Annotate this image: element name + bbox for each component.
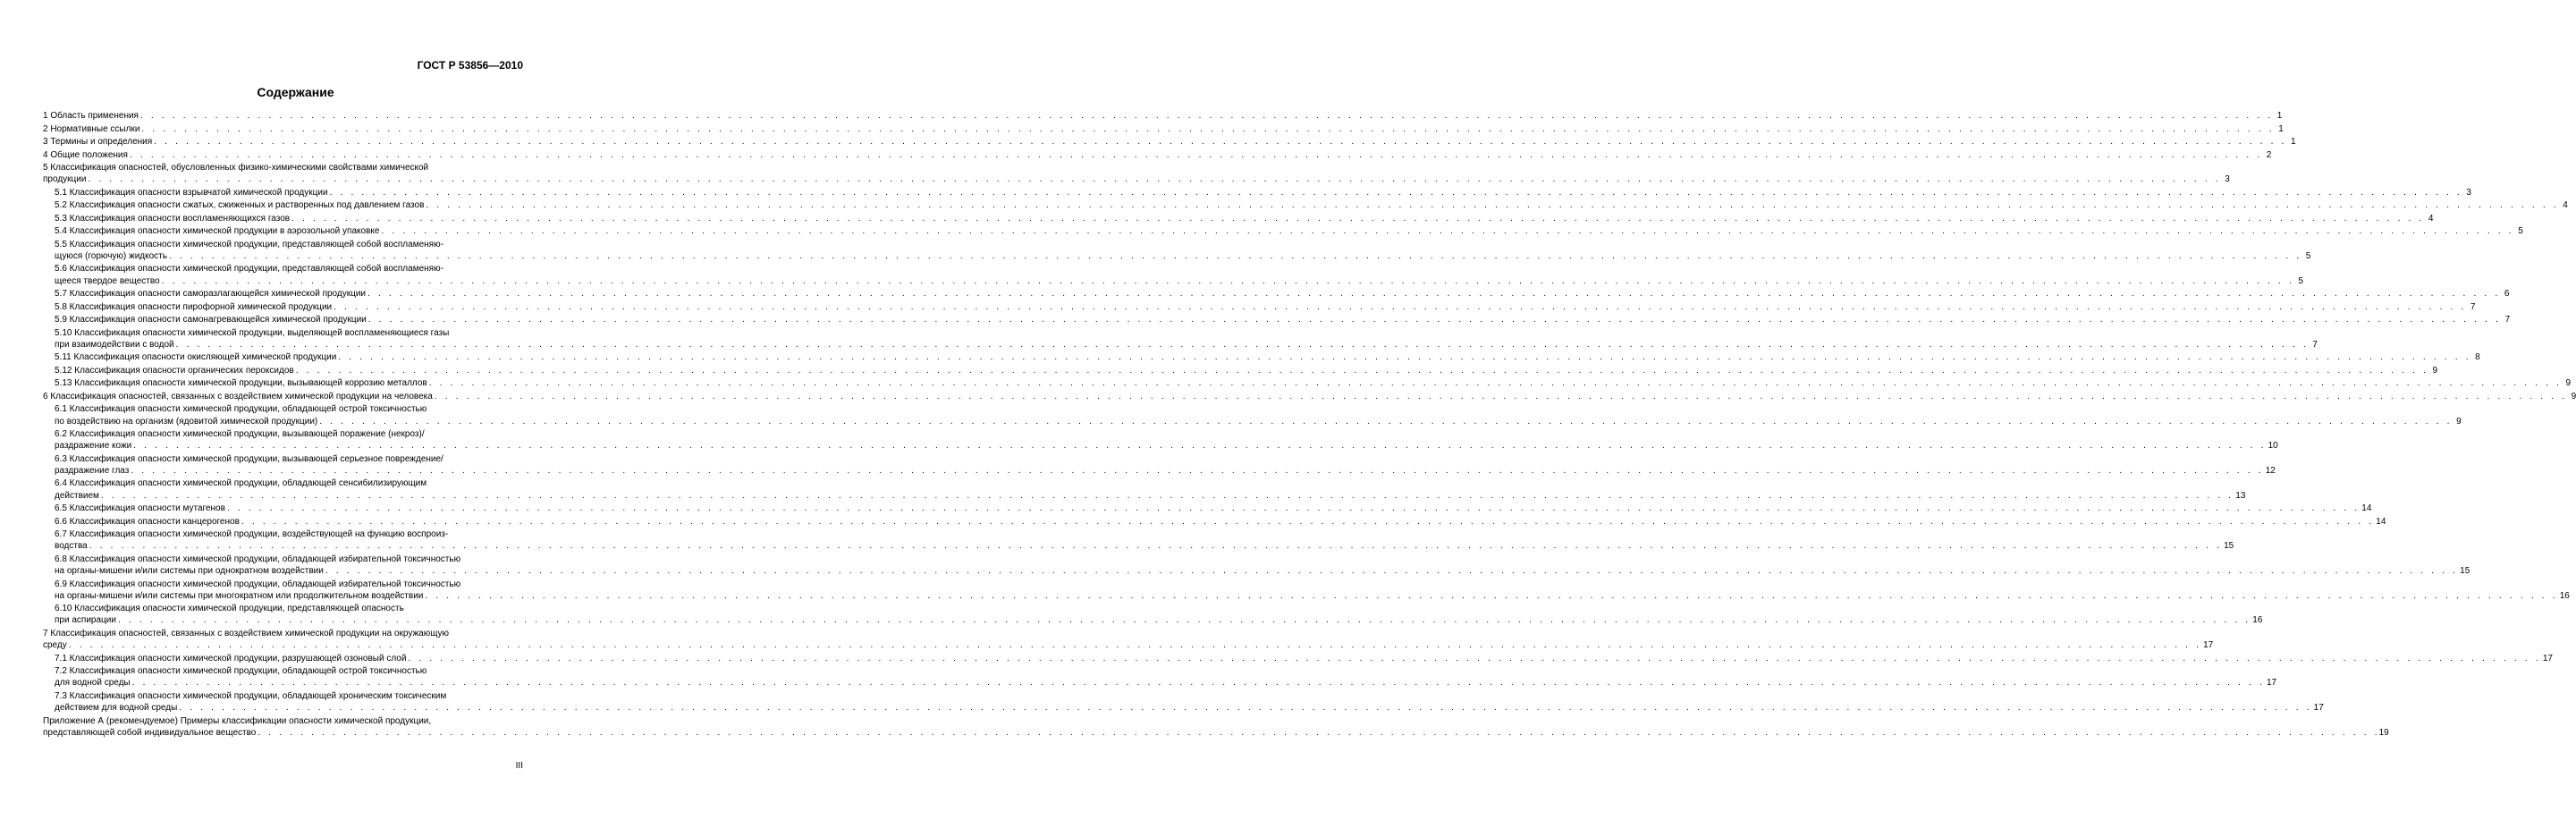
- document-header-code: ГОСТ Р 53856—2010: [417, 59, 523, 72]
- dot-leader: . . . . . . . . . . . . . . . . . . . . . . . . . . . . . . . . . . . . . . . . . . . . . . . . . . . . . . . . . . . . . . . . . . . . . . . . . . . . . . . . . . . . . . . . . . . . . . . . . . . . . . . . . . . . . . . . . . . . . . . . . . . . . . . . . . . . . . . . . . . . . . . . . . . . . . . . . . . . . . . . . . . . . . . . . . . . . . . . . . . . . . . . . . . . . . . . . . . . . . . .: [381, 226, 2514, 237]
- toc-page-number: 10: [2268, 441, 2278, 452]
- toc-page-number: 7: [2312, 339, 2318, 350]
- toc-entry-text: 4 Общие положения: [43, 149, 128, 160]
- dot-leader: . . . . . . . . . . . . . . . . . . . . . . . . . . . . . . . . . . . . . . . . . . . . . . . . . . . . . . . . . . . . . . . . . . . . . . . . . . . . . . . . . . . . . . . . . . . . . . . . . . . . . . . . . . . . . . . . . . . . . . . . . . . . . . . . . . . . . . . . . . . . . . . . . . . . . . . . . . . . . . . . . . . . . . . . . . . . . . . . . . . . . . . . . . . . . . . . . . . . . . . .: [291, 213, 2425, 224]
- toc-entry-text: раздражение глаз: [55, 465, 130, 476]
- toc-page-number: 16: [2252, 615, 2263, 626]
- toc-entry: [43, 263, 2303, 286]
- toc-entry-text: 6.1 Классификация опасности химической продукции, обладающей острой токсичностью: [55, 404, 427, 415]
- dot-leader: . . . . . . . . . . . . . . . . . . . . . . . . . . . . . . . . . . . . . . . . . . . . . . . . . . . . . . . . . . . . . . . . . . . . . . . . . . . . . . . . . . . . . . . . . . . . . . . . . . . . . . . . . . . . . . . . . . . . . . . . . . . . . . . . . . . . . . . . . . . . . . . . . . . . . . . . . . . . . . . . . . . . . . . . . . . . . . . . . . . . . . . . . . . . . . . . . . . . . . . .: [226, 503, 2361, 514]
- toc-entry: [43, 478, 2246, 501]
- dot-leader: . . . . . . . . . . . . . . . . . . . . . . . . . . . . . . . . . . . . . . . . . . . . . . . . . . . . . . . . . . . . . . . . . . . . . . . . . . . . . . . . . . . . . . . . . . . . . . . . . . . . . . . . . . . . . . . . . . . . . . . . . . . . . . . . . . . . . . . . . . . . . . . . . . . . . . . . . . . . . . . . . . . . . . . . . . . . . . . . . . . . . . . . . . . . . . . . . . . . . . . .: [154, 137, 2287, 147]
- toc-entry: [43, 149, 2272, 161]
- toc-entry-text: 5 Классификация опасностей, обусловленных физико-химическими свойствами химической: [43, 163, 429, 173]
- toc-page-number: 3: [2466, 187, 2471, 198]
- dot-leader: . . . . . . . . . . . . . . . . . . . . . . . . . . . . . . . . . . . . . . . . . . . . . . . . . . . . . . . . . . . . . . . . . . . . . . . . . . . . . . . . . . . . . . . . . . . . . . . . . . . . . . . . . . . . . . . . . . . . . . . . . . . . . . . . . . . . . . . . . . . . . . . . . . . . . . . . . . . . . . . . . . . . . . . . . . . . . . . . . . . . . . . . . . . . . . . . . . . . . . . .: [367, 289, 2501, 300]
- dot-leader: . . . . . . . . . . . . . . . . . . . . . . . . . . . . . . . . . . . . . . . . . . . . . . . . . . . . . . . . . . . . . . . . . . . . . . . . . . . . . . . . . . . . . . . . . . . . . . . . . . . . . . . . . . . . . . . . . . . . . . . . . . . . . . . . . . . . . . . . . . . . . . . . . . . . . . . . . . . . . . . . . . . . . . . . . . . . . . . . . . . . . . . . . . . . . . . . . . . . . . . .: [426, 200, 2559, 211]
- toc-page-number: 17: [2203, 640, 2214, 651]
- toc-entry-text: 2 Нормативные ссылки: [43, 123, 140, 134]
- toc-page-number: 8: [2475, 352, 2480, 363]
- toc-entry-text: продукции: [43, 174, 87, 185]
- toc-entry-text: 5.2 Классификация опасности сжатых, сжиженных и растворенных под давлением газов: [55, 200, 425, 211]
- toc-entry-text: действием для водной среды: [55, 703, 178, 714]
- dot-leader: . . . . . . . . . . . . . . . . . . . . . . . . . . . . . . . . . . . . . . . . . . . . . . . . . . . . . . . . . . . . . . . . . . . . . . . . . . . . . . . . . . . . . . . . . . . . . . . . . . . . . . . . . . . . . . . . . . . . . . . . . . . . . . . . . . . . . . . . . . . . . . . . . . . . . . . . . . . . . . . . . . . . . . . . . . . . . . . . . . . . . . . . . . . . . . . . . . . . . . . .: [175, 339, 2309, 350]
- toc-page-number: 9: [2432, 365, 2438, 376]
- toc-entry: [43, 351, 2480, 363]
- toc-entry: [43, 453, 2276, 477]
- dot-leader: . . . . . . . . . . . . . . . . . . . . . . . . . . . . . . . . . . . . . . . . . . . . . . . . . . . . . . . . . . . . . . . . . . . . . . . . . . . . . . . . . . . . . . . . . . . . . . . . . . . . . . . . . . . . . . . . . . . . . . . . . . . . . . . . . . . . . . . . . . . . . . . . . . . . . . . . . . . . . . . . . . . . . . . . . . . . . . . . . . . . . . . . . . . . . . . . . . . . . . . .: [131, 465, 2264, 476]
- toc-entry-text: при аспирации: [55, 615, 116, 626]
- toc-entry-text: щуюся (горючую) жидкость: [55, 250, 167, 261]
- dot-leader: . . . . . . . . . . . . . . . . . . . . . . . . . . . . . . . . . . . . . . . . . . . . . . . . . . . . . . . . . . . . . . . . . . . . . . . . . . . . . . . . . . . . . . . . . . . . . . . . . . . . . . . . . . . . . . . . . . . . . . . . . . . . . . . . . . . . . . . . . . . . . . . . . . . . . . . . . . . . . . . . . . . . . . . . . . . . . . . . . . . . . . . . . . . . . . . . . . . . . . . .: [131, 678, 2265, 689]
- toc-entry: [43, 199, 2568, 211]
- dot-leader: . . . . . . . . . . . . . . . . . . . . . . . . . . . . . . . . . . . . . . . . . . . . . . . . . . . . . . . . . . . . . . . . . . . . . . . . . . . . . . . . . . . . . . . . . . . . . . . . . . . . . . . . . . . . . . . . . . . . . . . . . . . . . . . . . . . . . . . . . . . . . . . . . . . . . . . . . . . . . . . . . . . . . . . . . . . . . . . . . . . . . . . . . . . . . . . . . . . . . . . .: [168, 250, 2302, 261]
- dot-leader: . . . . . . . . . . . . . . . . . . . . . . . . . . . . . . . . . . . . . . . . . . . . . . . . . . . . . . . . . . . . . . . . . . . . . . . . . . . . . . . . . . . . . . . . . . . . . . . . . . . . . . . . . . . . . . . . . . . . . . . . . . . . . . . . . . . . . . . . . . . . . . . . . . . . . . . . . . . . . . . . . . . . . . . . . . . . . . . . . . . . . . . . . . . . . . . . . . . . . . . .: [425, 590, 2558, 601]
- toc-entry-text: щееся твердое вещество: [55, 275, 160, 286]
- toc-entry: [43, 403, 2462, 427]
- toc-entry: [43, 628, 2214, 651]
- toc-entry-text: при взаимодействии с водой: [55, 339, 174, 350]
- toc-page-number: 2: [2266, 149, 2272, 160]
- toc-page-number: 15: [2224, 541, 2234, 552]
- toc-entry-text: 5.4 Классификация опасности химической продукции в аэрозольной упаковке: [55, 226, 380, 237]
- toc-entry: [43, 213, 2434, 224]
- toc-entry: [43, 715, 2389, 739]
- toc-entry: [43, 162, 2230, 185]
- toc-page-number: 7: [2470, 301, 2476, 312]
- toc-entry-text: 6.10 Классификация опасности химической продукции, представляющей опасность: [55, 604, 404, 614]
- toc-entry-text: 5.9 Классификация опасности самонагревающейся химической продукции: [55, 315, 367, 326]
- toc-entry: [43, 579, 2570, 602]
- toc-page-number: 1: [2290, 137, 2296, 147]
- toc-page-number: 1: [2278, 123, 2284, 134]
- toc-entry: [43, 516, 2386, 528]
- dot-leader: . . . . . . . . . . . . . . . . . . . . . . . . . . . . . . . . . . . . . . . . . . . . . . . . . . . . . . . . . . . . . . . . . . . . . . . . . . . . . . . . . . . . . . . . . . . . . . . . . . . . . . . . . . . . . . . . . . . . . . . . . . . . . . . . . . . . . . . . . . . . . . . . . . . . . . . . . . . . . . . . . . . . . . . . . . . . . . . . . . . . . . . . . . . . . . . . . . . . . . . .: [139, 111, 2274, 121]
- toc-entry-text: 5.11 Классификация опасности окисляющей химической продукции: [55, 352, 337, 363]
- toc-entry-text: раздражение кожи: [55, 441, 132, 452]
- toc-entry-text: 1 Область применения: [43, 111, 139, 121]
- toc-entry: [43, 377, 2572, 389]
- toc-entry: [43, 239, 2311, 262]
- toc-entry: [43, 603, 2263, 626]
- dot-leader: . . . . . . . . . . . . . . . . . . . . . . . . . . . . . . . . . . . . . . . . . . . . . . . . . . . . . . . . . . . . . . . . . . . . . . . . . . . . . . . . . . . . . . . . . . . . . . . . . . . . . . . . . . . . . . . . . . . . . . . . . . . . . . . . . . . . . . . . . . . . . . . . . . . . . . . . . . . . . . . . . . . . . . . . . . . . . . . . . . . . . . . . . . . . . . . . . . . . . . . .: [247, 727, 2380, 738]
- toc-entry: [43, 391, 2576, 402]
- toc-entry-text: 6.7 Классификация опасности химической продукции, воздействующей на функцию воспроиз-: [55, 529, 449, 540]
- dot-leader: . . . . . . . . . . . . . . . . . . . . . . . . . . . . . . . . . . . . . . . . . . . . . . . . . . . . . . . . . . . . . . . . . . . . . . . . . . . . . . . . . . . . . . . . . . . . . . . . . . . . . . . . . . . . . . . . . . . . . . . . . . . . . . . . . . . . . . . . . . . . . . . . . . . . . . . . . . . . . . . . . . . . . . . . . . . . . . . . . . . . . . . . . . . . . . . . . . . . . . . .: [325, 566, 2459, 577]
- toc-page-number: 5: [2305, 250, 2311, 261]
- toc-page-number: 13: [2235, 490, 2246, 501]
- toc-entry-text: действием: [55, 490, 99, 501]
- dot-leader: . . . . . . . . . . . . . . . . . . . . . . . . . . . . . . . . . . . . . . . . . . . . . . . . . . . . . . . . . . . . . . . . . . . . . . . . . . . . . . . . . . . . . . . . . . . . . . . . . . . . . . . . . . . . . . . . . . . . . . . . . . . . . . . . . . . . . . . . . . . . . . . . . . . . . . . . . . . . . . . . . . . . . . . . . . . . . . . . . . . . . . . . . . . . . . . . . . . . . . . .: [88, 174, 2221, 185]
- toc-entry-text: 6.6 Классификация опасности канцерогенов: [55, 516, 240, 527]
- toc-entry-text: Приложение А (рекомендуемое) Примеры классификации опасности химической продукции,: [43, 715, 432, 726]
- toc-entry: [43, 365, 2438, 376]
- dot-leader: . . . . . . . . . . . . . . . . . . . . . . . . . . . . . . . . . . . . . . . . . . . . . . . . . . . . . . . . . . . . . . . . . . . . . . . . . . . . . . . . . . . . . . . . . . . . . . . . . . . . . . . . . . . . . . . . . . . . . . . . . . . . . . . . . . . . . . . . . . . . . . . . . . . . . . . . . . . . . . . . . . . . . . . . . . . . . . . . . . . . . . . . . . . . . . . . . . . . . . . .: [141, 123, 2275, 134]
- toc-entry-text: 5.8 Классификация опасности пирофорной химической продукции: [55, 301, 333, 312]
- table-of-contents: [43, 110, 2576, 740]
- toc-entry-text: 6.5 Классификация опасности мутагенов: [55, 503, 225, 514]
- dot-leader: . . . . . . . . . . . . . . . . . . . . . . . . . . . . . . . . . . . . . . . . . . . . . . . . . . . . . . . . . . . . . . . . . . . . . . . . . . . . . . . . . . . . . . . . . . . . . . . . . . . . . . . . . . . . . . . . . . . . . . . . . . . . . . . . . . . . . . . . . . . . . . . . . . . . . . . . . . . . . . . . . . . . . . . . . . . . . . . . . . . . . . . . . . . . . . . . . . . . . . . .: [295, 365, 2429, 376]
- toc-page-number: 3: [2225, 174, 2230, 185]
- toc-entry-text: 5.10 Классификация опасности химической продукции, выделяющей воспламеняющиеся газы: [55, 327, 450, 338]
- dot-leader: . . . . . . . . . . . . . . . . . . . . . . . . . . . . . . . . . . . . . . . . . . . . . . . . . . . . . . . . . . . . . . . . . . . . . . . . . . . . . . . . . . . . . . . . . . . . . . . . . . . . . . . . . . . . . . . . . . . . . . . . . . . . . . . . . . . . . . . . . . . . . . . . . . . . . . . . . . . . . . . . . . . . . . . . . . . . . . . . . . . . . . . . . . . . . . . . . . . . . . . .: [338, 352, 2471, 363]
- dot-leader: . . . . . . . . . . . . . . . . . . . . . . . . . . . . . . . . . . . . . . . . . . . . . . . . . . . . . . . . . . . . . . . . . . . . . . . . . . . . . . . . . . . . . . . . . . . . . . . . . . . . . . . . . . . . . . . . . . . . . . . . . . . . . . . . . . . . . . . . . . . . . . . . . . . . . . . . . . . . . . . . . . . . . . . . . . . . . . . . . . . . . . . . . . . . . . . . . . . . . . . .: [161, 275, 2294, 286]
- toc-entry: [43, 110, 2283, 122]
- toc-entry-text: 6.8 Классификация опасности химической продукции, обладающей избирательной токсичностью: [55, 554, 461, 564]
- toc-entry-text: для водной среды: [55, 678, 131, 689]
- dot-leader: . . . . . . . . . . . . . . . . . . . . . . . . . . . . . . . . . . . . . . . . . . . . . . . . . . . . . . . . . . . . . . . . . . . . . . . . . . . . . . . . . . . . . . . . . . . . . . . . . . . . . . . . . . . . . . . . . . . . . . . . . . . . . . . . . . . . . . . . . . . . . . . . . . . . . . . . . . . . . . . . . . . . . . . . . . . . . . . . . . . . . . . . . . . . . . . . . . . . . . . .: [100, 490, 2234, 501]
- toc-page-number: 15: [2460, 566, 2470, 577]
- toc-page-number: 14: [2376, 516, 2386, 527]
- dot-leader: . . . . . . . . . . . . . . . . . . . . . . . . . . . . . . . . . . . . . . . . . . . . . . . . . . . . . . . . . . . . . . . . . . . . . . . . . . . . . . . . . . . . . . . . . . . . . . . . . . . . . . . . . . . . . . . . . . . . . . . . . . . . . . . . . . . . . . . . . . . . . . . . . . . . . . . . . . . . . . . . . . . . . . . . . . . . . . . . . . . . . . . . . . . . . . . . . . . . . . . .: [428, 378, 2563, 389]
- toc-page-number: 12: [2265, 465, 2276, 476]
- toc-page-number: 9: [2456, 416, 2462, 427]
- toc-entry-text: 6.3 Классификация опасности химической продукции, вызывающей серьезное повреждение/: [55, 453, 443, 464]
- dot-leader: . . . . . . . . . . . . . . . . . . . . . . . . . . . . . . . . . . . . . . . . . . . . . . . . . . . . . . . . . . . . . . . . . . . . . . . . . . . . . . . . . . . . . . . . . . . . . . . . . . . . . . . . . . . . . . . . . . . . . . . . . . . . . . . . . . . . . . . . . . . . . . . . . . . . . . . . . . . . . . . . . . . . . . . . . . . . . . . . . . . . . . . . . . . . . . . . . . . . . . . .: [117, 615, 2251, 626]
- toc-page-number: 16: [2559, 590, 2570, 601]
- toc-page-number: 17: [2542, 653, 2553, 664]
- toc-entry: [43, 288, 2510, 300]
- toc-page-number: 7: [2504, 315, 2511, 326]
- toc-page-number: 14: [2361, 503, 2372, 514]
- toc-page-number: 4: [2428, 213, 2434, 224]
- toc-entry-text: 6.4 Классификация опасности химической продукции, обладающей сенсибилизирующим: [55, 478, 427, 489]
- toc-page-number: 19: [2378, 727, 2389, 738]
- toc-entry: [43, 653, 2553, 664]
- toc-entry-text: 5.1 Классификация опасности взрывчатой химической продукции: [55, 187, 328, 198]
- toc-entry-text: среду: [43, 640, 67, 651]
- toc-entry: [43, 554, 2470, 577]
- toc-entry-text: представляющей собой индивидуальное вещество: [43, 727, 257, 738]
- toc-entry-text: на органы-мишени и/или системы при однократном воздействии: [55, 566, 324, 577]
- dot-leader: . . . . . . . . . . . . . . . . . . . . . . . . . . . . . . . . . . . . . . . . . . . . . . . . . . . . . . . . . . . . . . . . . . . . . . . . . . . . . . . . . . . . . . . . . . . . . . . . . . . . . . . . . . . . . . . . . . . . . . . . . . . . . . . . . . . . . . . . . . . . . . . . . . . . . . . . . . . . . . . . . . . . . . . . . . . . . . . . . . . . . . . . . . . . . . . . . . . . . . . .: [179, 703, 2312, 714]
- toc-entry: [43, 665, 2277, 689]
- toc-entry-text: 7.2 Классификация опасности химической продукции, обладающей острой токсичностью: [55, 666, 427, 677]
- dot-leader: . . . . . . . . . . . . . . . . . . . . . . . . . . . . . . . . . . . . . . . . . . . . . . . . . . . . . . . . . . . . . . . . . . . . . . . . . . . . . . . . . . . . . . . . . . . . . . . . . . . . . . . . . . . . . . . . . . . . . . . . . . . . . . . . . . . . . . . . . . . . . . . . . . . . . . . . . . . . . . . . . . . . . . . . . . . . . . . . . . . . . . . . . . . . . . . . . . . . . . . .: [319, 416, 2453, 427]
- toc-entry-text: 5.5 Классификация опасности химической продукции, представляющей собой воспламеняю-: [55, 239, 443, 249]
- toc-entry-text: 5.7 Классификация опасности саморазлагающейся химической продукции: [55, 289, 367, 300]
- toc-entry: [43, 187, 2471, 199]
- dot-leader: . . . . . . . . . . . . . . . . . . . . . . . . . . . . . . . . . . . . . . . . . . . . . . . . . . . . . . . . . . . . . . . . . . . . . . . . . . . . . . . . . . . . . . . . . . . . . . . . . . . . . . . . . . . . . . . . . . . . . . . . . . . . . . . . . . . . . . . . . . . . . . . . . . . . . . . . . . . . . . . . . . . . . . . . . . . . . . . . . . . . . . . . . . . . . . . . . . . . . . . .: [367, 315, 2502, 326]
- toc-entry-text: 5.3 Классификация опасности воспламеняющихся газов: [55, 213, 291, 224]
- toc-entry-text: 3 Термины и определения: [43, 137, 153, 147]
- toc-page-number: 5: [2298, 275, 2303, 286]
- toc-entry-text: 7 Классификация опасностей, связанных с воздействием химической продукции на окружающую: [43, 628, 450, 638]
- toc-entry-text: по воздействию на организм (ядовитой химической продукции): [55, 416, 318, 427]
- toc-page-number: 4: [2563, 200, 2568, 211]
- page-number: III: [515, 761, 523, 771]
- toc-entry-text: 7.1 Классификация опасности химической продукции, разрушающей озоновый слой: [55, 653, 407, 664]
- toc-entry: [43, 503, 2372, 514]
- toc-entry-text: 5.13 Классификация опасности химической продукции, вызывающей коррозию металлов: [55, 378, 427, 389]
- toc-entry: [43, 528, 2234, 552]
- dot-leader: . . . . . . . . . . . . . . . . . . . . . . . . . . . . . . . . . . . . . . . . . . . . . . . . . . . . . . . . . . . . . . . . . . . . . . . . . . . . . . . . . . . . . . . . . . . . . . . . . . . . . . . . . . . . . . . . . . . . . . . . . . . . . . . . . . . . . . . . . . . . . . . . . . . . . . . . . . . . . . . . . . . . . . . . . . . . . . . . . . . . . . . . . . . . . . . . . . . . . . . .: [334, 301, 2467, 312]
- toc-entry-text: 7.3 Классификация опасности химической продукции, обладающей хроническим токсическим: [55, 690, 447, 701]
- dot-leader: . . . . . . . . . . . . . . . . . . . . . . . . . . . . . . . . . . . . . . . . . . . . . . . . . . . . . . . . . . . . . . . . . . . . . . . . . . . . . . . . . . . . . . . . . . . . . . . . . . . . . . . . . . . . . . . . . . . . . . . . . . . . . . . . . . . . . . . . . . . . . . . . . . . . . . . . . . . . . . . . . . . . . . . . . . . . . . . . . . . . . . . . . . . . . . . . . . . . . . . .: [329, 187, 2462, 198]
- toc-entry-text: 6.2 Классификация опасности химической продукции, вызывающей поражение (некроз)/: [55, 429, 425, 440]
- toc-entry: [43, 123, 2284, 135]
- toc-page-number: 17: [2266, 678, 2277, 689]
- toc-entry: [43, 428, 2278, 452]
- toc-entry-text: 5.12 Классификация опасности органических пероксидов: [55, 365, 294, 376]
- toc-entry: [43, 301, 2476, 313]
- toc-page-number: 17: [2313, 703, 2324, 714]
- dot-leader: . . . . . . . . . . . . . . . . . . . . . . . . . . . . . . . . . . . . . . . . . . . . . . . . . . . . . . . . . . . . . . . . . . . . . . . . . . . . . . . . . . . . . . . . . . . . . . . . . . . . . . . . . . . . . . . . . . . . . . . . . . . . . . . . . . . . . . . . . . . . . . . . . . . . . . . . . . . . . . . . . . . . . . . . . . . . . . . . . . . . . . . . . . . . . . . . . . . . . . . .: [129, 149, 2263, 160]
- dot-leader: . . . . . . . . . . . . . . . . . . . . . . . . . . . . . . . . . . . . . . . . . . . . . . . . . . . . . . . . . . . . . . . . . . . . . . . . . . . . . . . . . . . . . . . . . . . . . . . . . . . . . . . . . . . . . . . . . . . . . . . . . . . . . . . . . . . . . . . . . . . . . . . . . . . . . . . . . . . . . . . . . . . . . . . . . . . . . . . . . . . . . . . . . . . . . . . . . . . . . . . .: [68, 640, 2202, 651]
- dot-leader: . . . . . . . . . . . . . . . . . . . . . . . . . . . . . . . . . . . . . . . . . . . . . . . . . . . . . . . . . . . . . . . . . . . . . . . . . . . . . . . . . . . . . . . . . . . . . . . . . . . . . . . . . . . . . . . . . . . . . . . . . . . . . . . . . . . . . . . . . . . . . . . . . . . . . . . . . . . . . . . . . . . . . . . . . . . . . . . . . . . . . . . . . . . . . . . . . . . . . . . .: [89, 541, 2223, 552]
- toc-entry-text: 5.6 Классификация опасности химической продукции, представляющей собой воспламеняю-: [55, 264, 443, 275]
- toc-page-number: 9: [2571, 391, 2576, 402]
- toc-page-number: 9: [2565, 378, 2572, 389]
- dot-leader: . . . . . . . . . . . . . . . . . . . . . . . . . . . . . . . . . . . . . . . . . . . . . . . . . . . . . . . . . . . . . . . . . . . . . . . . . . . . . . . . . . . . . . . . . . . . . . . . . . . . . . . . . . . . . . . . . . . . . . . . . . . . . . . . . . . . . . . . . . . . . . . . . . . . . . . . . . . . . . . . . . . . . . . . . . . . . . . . . . . . . . . . . . . . . . . . . . . . . . . .: [408, 653, 2541, 664]
- toc-entry-text: на органы-мишени и/или системы при многократном или продолжительном воздействии: [55, 590, 424, 601]
- toc-entry-text: водства: [55, 541, 88, 552]
- dot-leader: . . . . . . . . . . . . . . . . . . . . . . . . . . . . . . . . . . . . . . . . . . . . . . . . . . . . . . . . . . . . . . . . . . . . . . . . . . . . . . . . . . . . . . . . . . . . . . . . . . . . . . . . . . . . . . . . . . . . . . . . . . . . . . . . . . . . . . . . . . . . . . . . . . . . . . . . . . . . . . . . . . . . . . . . . . . . . . . . . . . . . . . . . . . . . . . . . . . . . . . .: [434, 391, 2568, 402]
- toc-entry: [43, 314, 2511, 326]
- toc-page-number: 6: [2504, 289, 2510, 300]
- dot-leader: . . . . . . . . . . . . . . . . . . . . . . . . . . . . . . . . . . . . . . . . . . . . . . . . . . . . . . . . . . . . . . . . . . . . . . . . . . . . . . . . . . . . . . . . . . . . . . . . . . . . . . . . . . . . . . . . . . . . . . . . . . . . . . . . . . . . . . . . . . . . . . . . . . . . . . . . . . . . . . . . . . . . . . . . . . . . . . . . . . . . . . . . . . . . . . . . . . . . . . . .: [241, 516, 2375, 527]
- dot-leader: . . . . . . . . . . . . . . . . . . . . . . . . . . . . . . . . . . . . . . . . . . . . . . . . . . . . . . . . . . . . . . . . . . . . . . . . . . . . . . . . . . . . . . . . . . . . . . . . . . . . . . . . . . . . . . . . . . . . . . . . . . . . . . . . . . . . . . . . . . . . . . . . . . . . . . . . . . . . . . . . . . . . . . . . . . . . . . . . . . . . . . . . . . . . . . . . . . . . . . . .: [133, 441, 2267, 452]
- toc-entry-text: 6 Классификация опасностей, связанных с воздействием химической продукции на человека: [43, 391, 433, 402]
- toc-entry: [43, 136, 2296, 148]
- page-title: Содержание: [257, 85, 334, 99]
- toc-entry: [43, 690, 2324, 714]
- toc-entry-text: 6.9 Классификация опасности химической продукции, обладающей избирательной токсичностью: [55, 579, 461, 589]
- toc-page-number: 1: [2276, 111, 2283, 121]
- toc-entry: [43, 225, 2523, 237]
- toc-entry: [43, 327, 2318, 351]
- toc-page-number: 5: [2518, 226, 2523, 237]
